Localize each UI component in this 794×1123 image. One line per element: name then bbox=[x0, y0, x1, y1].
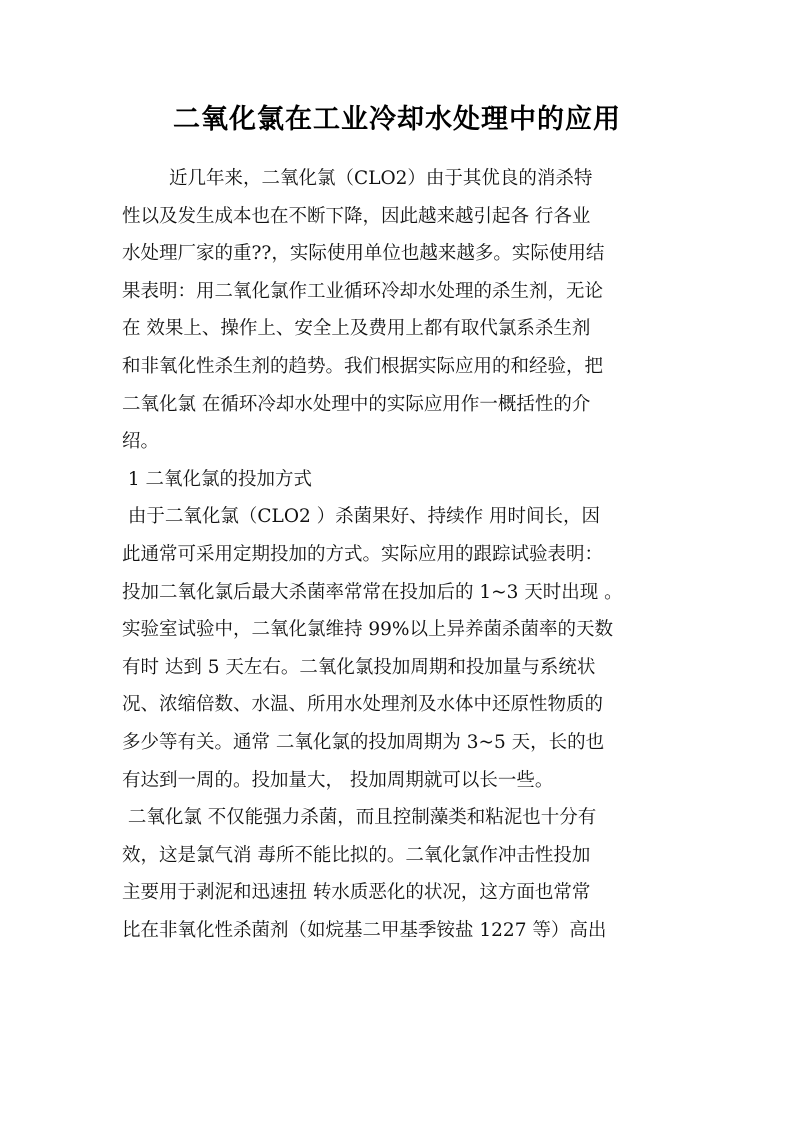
text-line: 效，这是氯气消 毒所不能比拟的。二氧化氯作冲击性投加 bbox=[122, 844, 591, 866]
text-line: 水处理厂家的重??，实际使用单位也越来越多。实际使用结 bbox=[122, 243, 605, 265]
text-line: 和非氧化性杀生剂的趋势。我们根据实际应用的和经验，把 bbox=[122, 355, 604, 377]
text-line: 此通常可采用定期投加的方式。实际应用的跟踪试验表明： bbox=[122, 543, 604, 565]
text-line: 有达到一周的。投加量大， 投加周期就可以长一些。 bbox=[122, 769, 554, 791]
text-line: 况、浓缩倍数、水温、所用水处理剂及水体中还原性物质的 bbox=[122, 694, 604, 716]
text-line: 在 效果上、操作上、安全上及费用上都有取代氯系杀生剂 bbox=[122, 318, 591, 340]
text-line: 由于二氧化氯（CLO2 ）杀菌果好、持续作 用时间长，因 bbox=[122, 506, 601, 528]
text-line: 果表明：用二氧化氯作工业循环冷却水处理的杀生剂，无论 bbox=[122, 280, 604, 302]
document-title: 二氧化氯在工业冷却水处理中的应用 bbox=[173, 104, 621, 135]
text-line: 实验室试验中，二氧化氯维持 99%以上异养菌杀菌率的天数 bbox=[122, 619, 614, 641]
text-line: 多少等有关。通常 二氧化氯的投加周期为 3~5 天，长的也 bbox=[122, 731, 605, 753]
text-line: 主要用于剥泥和迅速扭 转水质恶化的状况，这方面也常常 bbox=[122, 882, 591, 904]
text-line: 性以及发生成本也在不断下降，因此越来越引起各 行各业 bbox=[122, 205, 591, 227]
text-line: 有时 达到 5 天左右。二氧化氯投加周期和投加量与系统状 bbox=[122, 656, 596, 678]
text-line: 近几年来，二氧化氯（CLO2）由于其优良的消杀特 bbox=[122, 168, 593, 189]
text-line: 比在非氧化性杀菌剂（如烷基二甲基季铵盐 1227 等）高出 bbox=[122, 919, 607, 941]
text-line: 二氧化氯 不仅能强力杀菌，而且控制藻类和粘泥也十分有 bbox=[122, 807, 597, 829]
text-line: 二氧化氯 在循环冷却水处理中的实际应用作一概括性的介 bbox=[122, 393, 591, 415]
text-line: 投加二氧化氯后最大杀菌率常常在投加后的 1~3 天时出现 。 bbox=[122, 581, 623, 603]
text-line: 绍。 bbox=[122, 431, 160, 453]
document-body bbox=[122, 160, 678, 949]
section-heading: 1 二氧化氯的投加方式 bbox=[122, 468, 313, 490]
